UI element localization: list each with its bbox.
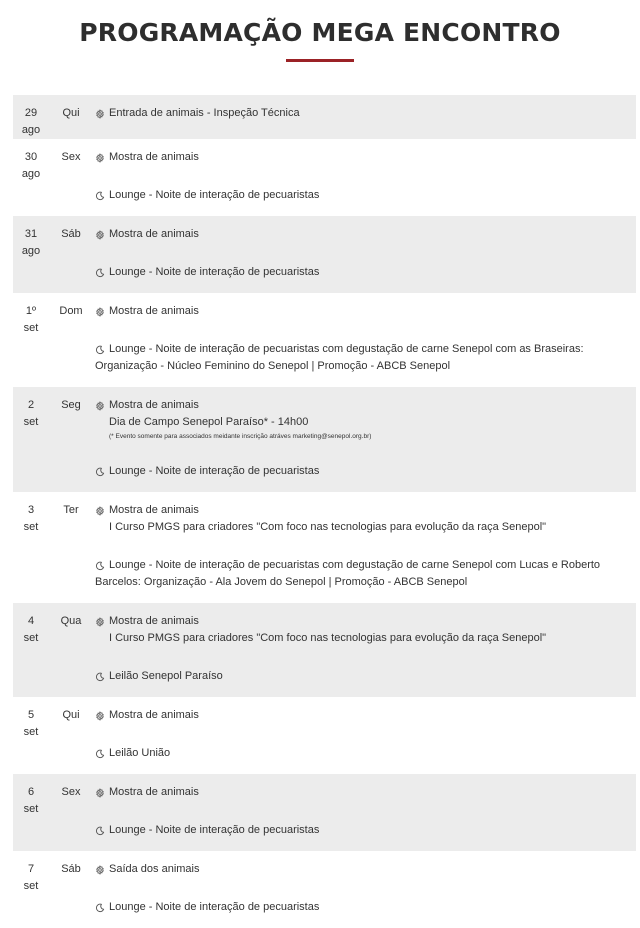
day-weekday: Sex (61, 151, 81, 163)
event-item (95, 707, 624, 724)
gear-icon (95, 105, 109, 122)
moon-icon (95, 822, 109, 839)
event-item (95, 745, 624, 762)
moon-icon (95, 341, 109, 358)
event-title: Entrada de animais - Inspeção Técnica (109, 107, 300, 119)
event-item (95, 463, 624, 480)
day-month: ago (21, 245, 41, 257)
event-title: Mostra de animais (109, 709, 199, 721)
day-date (13, 216, 49, 293)
day-date (13, 95, 49, 139)
day-events (93, 139, 636, 216)
event-item (95, 861, 624, 878)
event-title: Mostra de animais (109, 228, 199, 240)
event-line (95, 745, 624, 762)
event-line (95, 105, 624, 122)
event-line (95, 668, 624, 685)
event-line (95, 397, 624, 414)
event-title: Lounge - Noite de interação de pecuaristas (109, 465, 320, 477)
gear-icon (95, 397, 109, 414)
event-line (95, 463, 624, 480)
event-item (95, 226, 624, 243)
event-title: Lounge - Noite de interação de pecuaristas com degustação de carne Senepol com Lucas e Roberto (109, 559, 601, 571)
event-title: Saída dos animais (109, 863, 200, 875)
event-title: Mostra de animais (109, 504, 199, 516)
event-line (95, 899, 624, 916)
day-date (13, 851, 49, 928)
day-date (13, 139, 49, 216)
event-item (95, 899, 624, 916)
event-item (95, 341, 624, 375)
day-weekday: Sáb (61, 228, 81, 240)
event-title: Lounge - Noite de interação de pecuaristas com degustação de carne Senepol com as Braseiras: (109, 343, 584, 355)
day-month: set (23, 880, 39, 892)
schedule-day-row (13, 697, 636, 774)
event-item (95, 397, 624, 442)
day-weekday: Qui (62, 107, 80, 119)
schedule-day-row (13, 387, 636, 492)
gear-icon (95, 784, 109, 801)
day-weekday: Dom (59, 305, 83, 317)
moon-icon (95, 463, 109, 480)
day-number: 2 (27, 399, 35, 411)
day-date (13, 293, 49, 387)
day-date (13, 387, 49, 492)
event-title-continuation: Organização - Núcleo Feminino do Senepol | Promoção - ABCB Senepol (95, 360, 451, 372)
day-number: 29 (24, 107, 38, 119)
day-date (13, 697, 49, 774)
gear-icon (95, 303, 109, 320)
event-line (95, 784, 624, 801)
day-weekday: Ter (63, 504, 79, 516)
day-month: set (23, 322, 39, 334)
event-title: Mostra de animais (109, 305, 199, 317)
event-title: Leilão União (109, 747, 171, 759)
event-title: Lounge - Noite de interação de pecuaristas (109, 824, 320, 836)
event-line (95, 861, 624, 878)
day-number: 31 (24, 228, 38, 240)
day-number: 7 (27, 863, 35, 875)
event-title: Lounge - Noite de interação de pecuaristas (109, 901, 320, 913)
day-weekday: Sáb (61, 863, 81, 875)
title-underline (286, 59, 354, 62)
gear-icon (95, 502, 109, 519)
day-weekday: Qui (62, 709, 80, 721)
schedule-day-row (13, 139, 636, 216)
day-events (93, 293, 636, 387)
day-events (93, 216, 636, 293)
event-item (95, 502, 624, 536)
day-weekday: Qua (60, 615, 82, 627)
event-line (95, 264, 624, 281)
day-events (93, 387, 636, 492)
event-line (95, 822, 624, 839)
day-events (93, 603, 636, 697)
day-events (93, 851, 636, 928)
moon-icon (95, 899, 109, 916)
schedule-day-row (13, 293, 636, 387)
moon-icon (95, 668, 109, 685)
event-line (95, 303, 624, 320)
event-item (95, 557, 624, 591)
gear-icon (95, 613, 109, 630)
day-month: set (23, 803, 39, 815)
event-item (95, 105, 624, 122)
event-item (95, 187, 624, 204)
day-number: 1º (25, 305, 37, 317)
day-month: ago (21, 168, 41, 180)
event-item (95, 264, 624, 281)
gear-icon (95, 707, 109, 724)
gear-icon (95, 226, 109, 243)
event-line (95, 613, 624, 630)
day-number: 5 (27, 709, 35, 721)
day-weekday: Sex (61, 786, 81, 798)
event-item (95, 303, 624, 320)
event-line (95, 707, 624, 724)
schedule-day-row (13, 216, 636, 293)
day-number: 6 (27, 786, 35, 798)
day-number: 4 (27, 615, 35, 627)
event-subtitle: I Curso PMGS para criadores "Com foco nas tecnologias para evolução da raça Senepol" (109, 521, 547, 533)
day-number: 30 (24, 151, 38, 163)
event-subtitle: I Curso PMGS para criadores "Com foco nas tecnologias para evolução da raça Senepol" (109, 632, 547, 644)
event-subtitle: Dia de Campo Senepol Paraíso* - 14h00 (109, 416, 309, 428)
event-title: Mostra de animais (109, 615, 199, 627)
day-events (93, 492, 636, 603)
event-title: Mostra de animais (109, 786, 199, 798)
schedule-day-row (13, 774, 636, 851)
schedule-day-row (13, 95, 636, 139)
event-item (95, 822, 624, 839)
day-date (13, 492, 49, 603)
schedule-day-row (13, 492, 636, 603)
moon-icon (95, 264, 109, 281)
day-events (93, 95, 636, 139)
day-date (13, 603, 49, 697)
day-month: set (23, 632, 39, 644)
day-month: set (23, 726, 39, 738)
event-item (95, 613, 624, 647)
schedule-day-row (13, 603, 636, 697)
day-month: set (23, 416, 39, 428)
moon-icon (95, 745, 109, 762)
day-date (13, 774, 49, 851)
day-month: ago (21, 124, 41, 136)
event-title: Lounge - Noite de interação de pecuaristas (109, 189, 320, 201)
event-line (95, 557, 624, 574)
gear-icon (95, 861, 109, 878)
event-title: Mostra de animais (109, 151, 199, 163)
day-number: 3 (27, 504, 35, 516)
day-events (93, 774, 636, 851)
event-item (95, 149, 624, 166)
moon-icon (95, 187, 109, 204)
event-line (95, 149, 624, 166)
event-item (95, 784, 624, 801)
event-item (95, 668, 624, 685)
event-title: Mostra de animais (109, 399, 199, 411)
schedule-day-row (13, 851, 636, 928)
event-note: (* Evento somente para associados meidante inscrição atráves marketing@senepol.org.br) (109, 433, 372, 440)
day-weekday: Seg (61, 399, 81, 411)
moon-icon (95, 557, 109, 574)
event-line (95, 226, 624, 243)
day-month: set (23, 521, 39, 533)
event-line (95, 187, 624, 204)
event-title-continuation: Barcelos: Organização - Ala Jovem do Senepol | Promoção - ABCB Senepol (95, 576, 468, 588)
page-title: PROGRAMAÇÃO MEGA ENCONTRO (79, 18, 561, 47)
event-title: Leilão Senepol Paraíso (109, 670, 223, 682)
event-line (95, 341, 624, 358)
event-line (95, 502, 624, 519)
schedule-list (13, 95, 636, 928)
event-title: Lounge - Noite de interação de pecuaristas (109, 266, 320, 278)
day-events (93, 697, 636, 774)
gear-icon (95, 149, 109, 166)
